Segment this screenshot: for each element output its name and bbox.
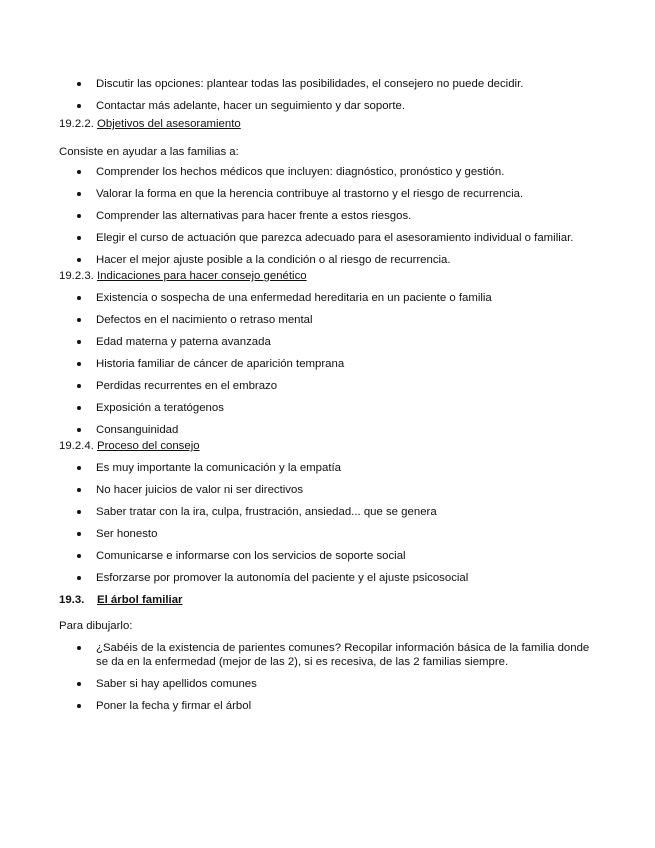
section-intro: Consiste en ayudar a las familias a: <box>59 146 239 158</box>
list-item: Esforzarse por promover la autonomía del paciente y el ajuste psicosocial <box>0 571 601 585</box>
list-item: Edad materna y paterna avanzada <box>0 335 601 349</box>
list-item: Consanguinidad <box>0 423 601 437</box>
bullet-list-arbol <box>0 641 601 713</box>
section-heading-objetivos <box>59 117 241 131</box>
list-item: Saber tratar con la ira, culpa, frustración, ansiedad... que se genera <box>0 505 601 519</box>
list-item: Poner la fecha y firmar el árbol <box>0 699 601 713</box>
bullet-list-objetivos <box>0 165 601 267</box>
bullet-list-continued <box>0 77 601 113</box>
section-title: Proceso del consejo <box>97 440 200 452</box>
list-item: Perdidas recurrentes en el embrazo <box>0 379 601 393</box>
section-heading-arbol-familiar <box>59 593 182 607</box>
section-number: 19.2.3. <box>59 270 94 282</box>
bullet-list-indicaciones <box>0 291 601 437</box>
list-item: No hacer juicios de valor ni ser directivos <box>0 483 601 497</box>
section-title: El árbol familiar <box>97 594 183 606</box>
list-item: Defectos en el nacimiento o retraso mental <box>0 313 601 327</box>
list-item: Hacer el mejor ajuste posible a la condición o al riesgo de recurrencia. <box>0 253 601 267</box>
list-item: Saber si hay apellidos comunes <box>0 677 601 691</box>
section-title: Objetivos del asesoramiento <box>97 118 241 130</box>
list-item: Elegir el curso de actuación que parezca adecuado para el asesoramiento individual o familiar. <box>0 231 601 245</box>
list-item: Comprender los hechos médicos que incluyen: diagnóstico, pronóstico y gestión. <box>0 165 601 179</box>
list-item: Ser honesto <box>0 527 601 541</box>
section-intro: Para dibujarlo: <box>59 620 133 632</box>
section-number: 19.2.2. <box>59 118 94 130</box>
list-item: Contactar más adelante, hacer un seguimiento y dar soporte. <box>0 99 601 113</box>
list-item: Valorar la forma en que la herencia contribuye al trastorno y el riesgo de recurrencia. <box>0 187 601 201</box>
list-item: Comunicarse e informarse con los servicios de soporte social <box>0 549 601 563</box>
section-heading-indicaciones <box>59 269 307 283</box>
list-item: Comprender las alternativas para hacer frente a estos riesgos. <box>0 209 601 223</box>
section-number: 19.3. <box>59 594 85 606</box>
section-heading-proceso <box>59 439 200 453</box>
section-title: Indicaciones para hacer consejo genético <box>97 270 307 282</box>
list-item: Discutir las opciones: plantear todas las posibilidades, el consejero no puede decidir. <box>0 77 601 91</box>
list-item: Es muy importante la comunicación y la empatía <box>0 461 601 475</box>
list-item: Existencia o sospecha de una enfermedad hereditaria en un paciente o familia <box>0 291 601 305</box>
bullet-list-proceso <box>0 461 601 585</box>
list-item: Exposición a teratógenos <box>0 401 601 415</box>
section-number: 19.2.4. <box>59 440 94 452</box>
list-item: ¿Sabéis de la existencia de parientes comunes? Recopilar información básica de la familia donde se da en la enfermedad (mejor de las 2), si es recesiva, de las 2 familias siempre. <box>0 641 601 669</box>
list-item: Historia familiar de cáncer de aparición temprana <box>0 357 601 371</box>
